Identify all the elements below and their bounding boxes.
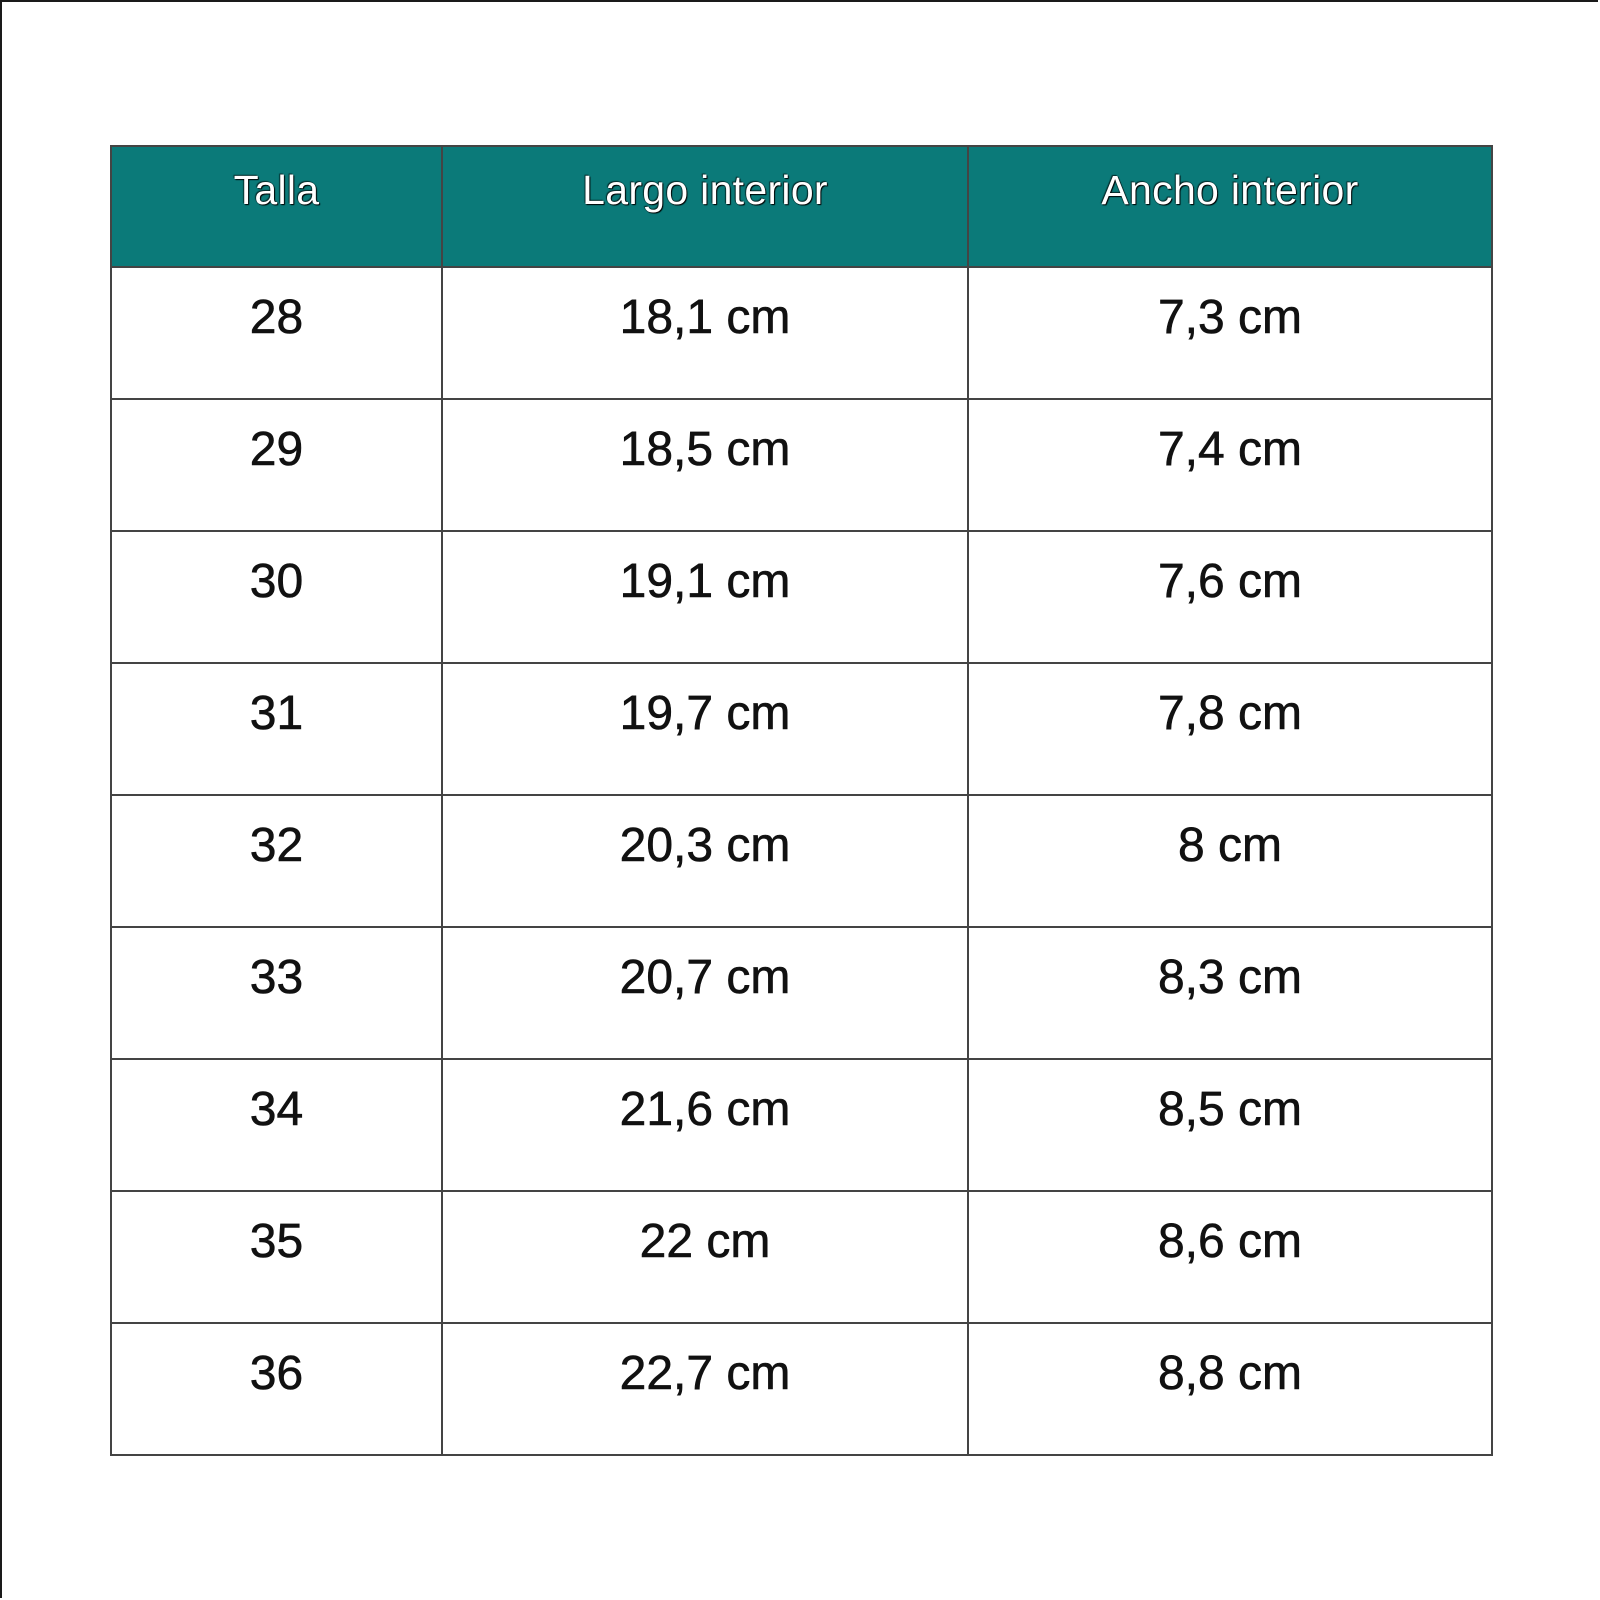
cell-largo: 18,5 cm xyxy=(442,399,968,531)
cell-talla: 29 xyxy=(111,399,442,531)
cell-talla: 36 xyxy=(111,1323,442,1455)
cell-largo: 20,3 cm xyxy=(442,795,968,927)
cell-ancho: 7,3 cm xyxy=(968,267,1492,399)
cell-largo: 22,7 cm xyxy=(442,1323,968,1455)
cell-largo: 22 cm xyxy=(442,1191,968,1323)
cell-ancho: 7,4 cm xyxy=(968,399,1492,531)
size-chart-table xyxy=(110,145,1493,1456)
header-row xyxy=(111,146,1492,267)
cell-largo: 18,1 cm xyxy=(442,267,968,399)
cell-talla: 32 xyxy=(111,795,442,927)
table-body xyxy=(111,267,1492,1455)
cell-talla: 31 xyxy=(111,663,442,795)
cell-largo: 19,1 cm xyxy=(442,531,968,663)
table-row xyxy=(111,663,1492,795)
header-largo-interior: Largo interior xyxy=(442,146,968,267)
table-row xyxy=(111,1323,1492,1455)
table-row xyxy=(111,1191,1492,1323)
header-talla: Talla xyxy=(111,146,442,267)
header-ancho-interior: Ancho interior xyxy=(968,146,1492,267)
cell-ancho: 8,5 cm xyxy=(968,1059,1492,1191)
cell-largo: 19,7 cm xyxy=(442,663,968,795)
table-row xyxy=(111,927,1492,1059)
cell-largo: 21,6 cm xyxy=(442,1059,968,1191)
table-row xyxy=(111,795,1492,927)
cell-ancho: 8,8 cm xyxy=(968,1323,1492,1455)
cell-talla: 28 xyxy=(111,267,442,399)
cell-ancho: 8 cm xyxy=(968,795,1492,927)
table-row xyxy=(111,399,1492,531)
cell-ancho: 7,8 cm xyxy=(968,663,1492,795)
table-row xyxy=(111,267,1492,399)
cell-ancho: 8,3 cm xyxy=(968,927,1492,1059)
table-row xyxy=(111,1059,1492,1191)
cell-talla: 30 xyxy=(111,531,442,663)
table-row xyxy=(111,531,1492,663)
cell-talla: 33 xyxy=(111,927,442,1059)
cell-ancho: 8,6 cm xyxy=(968,1191,1492,1323)
cell-largo: 20,7 cm xyxy=(442,927,968,1059)
table-header xyxy=(111,146,1492,267)
cell-talla: 35 xyxy=(111,1191,442,1323)
cell-talla: 34 xyxy=(111,1059,442,1191)
cell-ancho: 7,6 cm xyxy=(968,531,1492,663)
